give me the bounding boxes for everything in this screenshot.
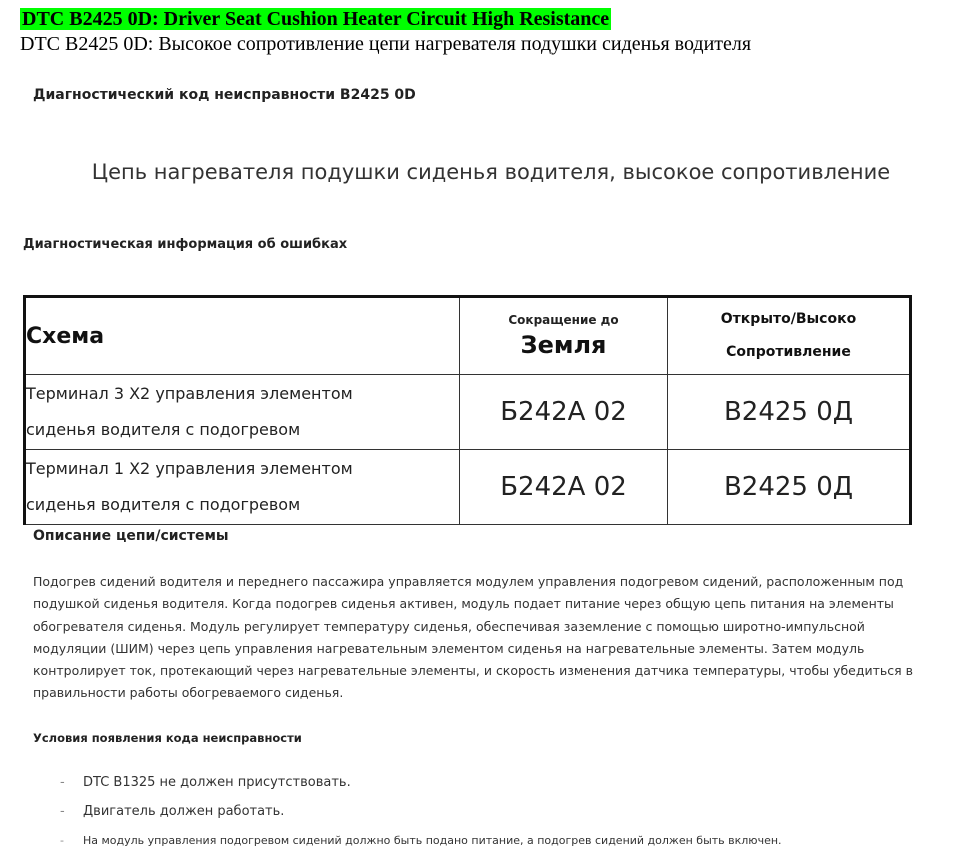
row-short-code: Б242А 02: [460, 450, 668, 525]
row-label-line1: Терминал 1 X2 управления элементом: [26, 459, 353, 478]
row-label: [25, 375, 460, 450]
header-open-high-resistance: [668, 297, 911, 375]
system-description-heading: Описание цепи/системы: [33, 528, 229, 544]
list-item: [60, 797, 782, 826]
row-label: [25, 450, 460, 525]
condition-text: Двигатель должен работать.: [83, 804, 285, 819]
row-open-code: B2425 0Д: [668, 375, 911, 450]
dtc-heading: Диагностический код неисправности B2425 0D: [33, 87, 416, 103]
english-title: DTC B2425 0D: Driver Seat Cushion Heater Circuit High Resistance: [22, 8, 610, 30]
bullet-dash: -: [60, 804, 65, 819]
row-label-line2: сиденья водителя с подогревом: [26, 420, 301, 439]
paragraph-line: контролирует ток, протекающий через нагревательные элементы, и скорость изменения датчика температуры, чтобы убедиться в: [33, 663, 914, 679]
row-short-code: Б242А 02: [460, 375, 668, 450]
russian-title: DTC B2425 0D: Высокое сопротивление цепи нагревателя подушки сиденья водителя: [20, 33, 752, 55]
conditions-heading: Условия появления кода неисправности: [33, 731, 302, 745]
paragraph-line: подушкой сиденья водителя. Когда подогрев сиденья активен, модуль подает питание через общую цепь питания на элементы: [33, 596, 894, 612]
dtc-subtitle: Цепь нагревателя подушки сиденья водителя, высокое сопротивление: [91, 160, 891, 184]
diagnostic-info-heading: Диагностическая информация об ошибках: [23, 237, 348, 252]
header-open-line1: Открыто/Высоко: [720, 311, 857, 327]
row-label-line1: Терминал 3 X2 управления элементом: [26, 384, 353, 403]
list-item: [60, 826, 782, 855]
conditions-list: [60, 768, 782, 855]
header-short-to-ground: [460, 297, 668, 375]
row-label-line2: сиденья водителя с подогревом: [26, 495, 301, 514]
header-short-small: Сокращение до: [508, 313, 619, 327]
condition-text: На модуль управления подогревом сидений должно быть подано питание, а подогрев сидений должен быть включен.: [83, 834, 782, 847]
condition-text: DTC B1325 не должен присутствовать.: [83, 775, 351, 790]
paragraph-line: Подогрев сидений водителя и переднего пассажира управляется модулем управления подогревом сидений, расположенным под: [33, 574, 904, 589]
system-description-paragraph: [33, 571, 913, 705]
paragraph-line: обогревателя сиденья. Модуль регулирует температуру сиденья, обеспечивая заземление с помощью широтно-импульсной: [33, 618, 865, 634]
bullet-dash: -: [60, 775, 65, 790]
paragraph-line: правильности работы обогреваемого сиденья.: [33, 685, 344, 701]
paragraph-line: модуляции (ШИМ) через цепь управления нагревательным элементом сиденья на нагревательные элементы. Затем модуль: [33, 640, 865, 656]
dtc-table: [23, 295, 912, 525]
bullet-dash: -: [60, 834, 64, 847]
table-header-row: [25, 297, 911, 375]
list-item: [60, 768, 782, 797]
header-short-big: Земля: [520, 331, 607, 359]
table-row: [25, 450, 911, 525]
header-open-line2: Сопротивление: [726, 344, 851, 360]
row-open-code: B2425 0Д: [668, 450, 911, 525]
table-row: [25, 375, 911, 450]
header-schema: Схема: [25, 297, 460, 375]
